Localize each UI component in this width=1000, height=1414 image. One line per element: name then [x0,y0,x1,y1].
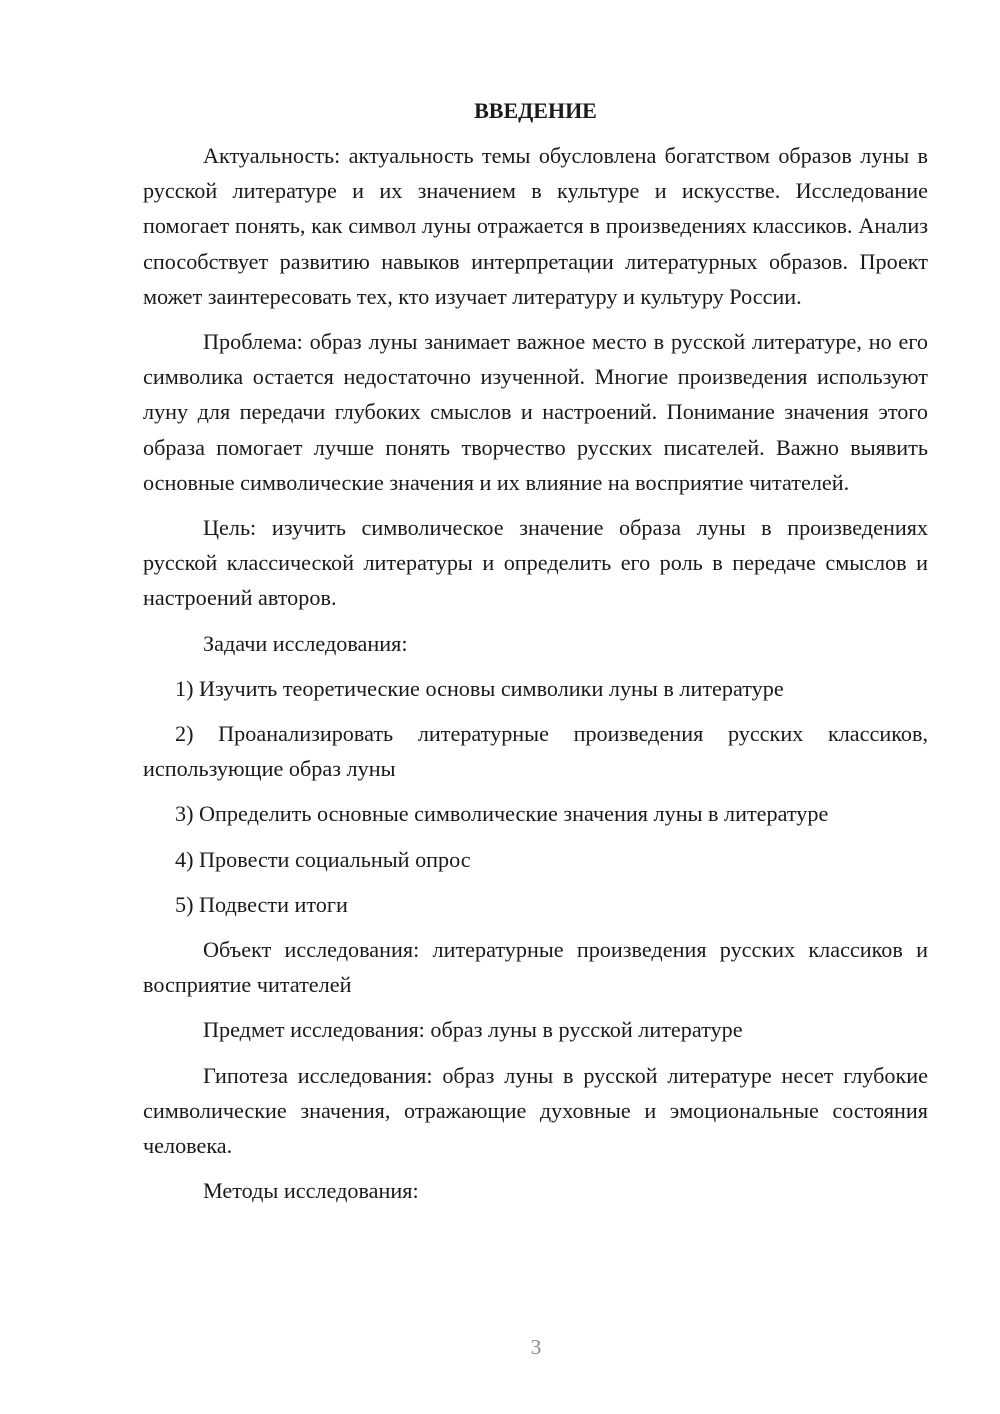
task-item-1: 1) Изучить теоретические основы символики луны в литературе [175,675,784,701]
paragraph-relevance: Актуальность: актуальность темы обусловлена богатством образов луны в русской литературе и их значением в культуре и искусстве. Исследование помогает понять, как символ луны отражается в произведениях классиков. Анализ способствует развитию навыков интерпретации литературных образов. Проект может заинтересовать тех, кто изучает литературу и культуру России. [143,143,928,309]
task-item-5: 5) Подвести итоги [175,891,348,917]
section-title: ВВЕДЕНИЕ [474,98,597,123]
tasks-heading: Задачи исследования: [203,630,408,656]
task-item-2: 2) Проанализировать литературные произведения русских классиков, использующие образ луны [143,721,928,782]
methods-heading: Методы исследования: [203,1178,419,1204]
paragraph-problem: Проблема: образ луны занимает важное место в русской литературе, но его символика остается недостаточно изученной. Многие произведения используют луну для передачи глубоких смыслов и настроений. Понимание значения этого образа помогает лучше понять творчество русских писателей. Важно выявить основные символические значения и их влияние на восприятие читателей. [143,329,928,495]
paragraph-subject: Предмет исследования: образ луны в русской литературе [203,1017,743,1043]
page-content [143,96,928,1208]
paragraph-goal: Цель: изучить символическое значение образа луны в произведениях русской классической литературы и определить его роль в передаче смыслов и настроений авторов. [143,515,928,611]
page-number: 3 [530,1335,542,1359]
paragraph-hypothesis: Гипотеза исследования: образ луны в русской литературе несет глубокие символические значения, отражающие духовные и эмоциональные состояния человека. [143,1062,928,1159]
task-item-4: 4) Провести социальный опрос [175,846,471,872]
task-item-3: 3) Определить основные символические значения луны в литературе [175,801,829,827]
paragraph-object: Объект исследования: литературные произведения русских классиков и восприятие читателей [143,937,928,998]
